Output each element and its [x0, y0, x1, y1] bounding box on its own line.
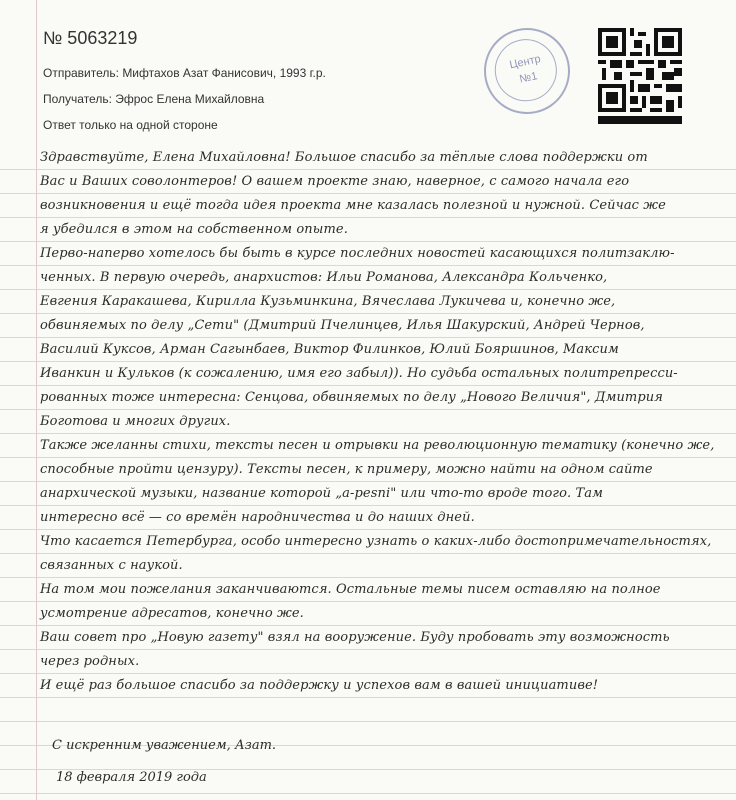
letter-line: На том мои пожелания заканчиваются. Остальные темы писем оставляю на полное [40, 582, 661, 597]
qr-code [598, 28, 682, 124]
closing-signature: С искренним уважением, Азат. [52, 738, 277, 753]
letter-line: Евгения Каракашева, Кирилла Кузьминкина, Вячеслава Лукичева и, конечно же, [40, 294, 616, 309]
letter-line: Иванкин и Кульков (к сожалению, имя его забыл)). Но судьба остальных политрепресси- [40, 366, 678, 381]
letter-line: Боготова и многих других. [40, 414, 231, 429]
letter-line: Василий Куксов, Арман Сагынбаев, Виктор Филинков, Юлий Бояршинов, Максим [40, 342, 619, 357]
document-number: № 5063219 [43, 28, 138, 48]
letter-line: Вас и Ваших соволонтеров! О вашем проекте знаю, наверное, с самого начала его [40, 174, 630, 189]
letter-date: 18 февраля 2019 года [56, 770, 207, 785]
recipient-line: Получатель: Эфрос Елена Михайловна [43, 92, 265, 106]
letter-line: Что касается Петербурга, особо интересно узнать о каких-либо достопримечательностях, [40, 534, 712, 549]
letter-line: Также желанны стихи, тексты песен и отрывки на революционную тематику (конечно же, [40, 438, 715, 453]
letter-line: Ваш совет про „Новую газету" взял на вооружение. Буду пробовать эту возможность [40, 630, 670, 645]
letter-line: ченных. В первую очередь, анархистов: Ильи Романова, Александра Кольченко, [40, 270, 608, 285]
stamp-line-1: Центр [508, 53, 542, 72]
sender-line: Отправитель: Мифтахов Азат Фанисович, 1993 г.р. [43, 66, 326, 80]
letter-line: усмотрение адресатов, конечно же. [40, 606, 304, 621]
letter-line: связанных с наукой. [40, 558, 183, 573]
stamp-line-2: №1 [518, 70, 539, 86]
letter-line: обвиняемых по делу „Сети" (Дмитрий Пчелинцев, Илья Шакурский, Андрей Чернов, [40, 318, 645, 333]
letter-line: я убедился в этом на собственном опыте. [40, 222, 348, 237]
letter-line: интересно всё — со времён народничества и до наших дней. [40, 510, 475, 525]
letter-line: Здравствуйте, Елена Михайловна! Большое спасибо за тёплые слова поддержки от [40, 150, 648, 165]
reply-note: Ответ только на одной стороне [43, 118, 218, 132]
letter-line: анархической музыки, название которой „a-pesni" или что-то вроде того. Там [40, 486, 603, 501]
letter-line: И ещё раз большое спасибо за поддержку и успехов вам в вашей инициативе! [40, 678, 599, 693]
letter-line: через родных. [40, 654, 140, 669]
margin-line [36, 0, 37, 800]
letter-line: возникновения и ещё тогда идея проекта мне казалась полезной и нужной. Сейчас же [40, 198, 666, 213]
letter-line: Перво-наперво хотелось бы быть в курсе последних новостей касающихся политзаклю- [40, 246, 675, 261]
letter-line: рованных тоже интересна: Сенцова, обвиняемых по делу „Нового Величия", Дмитрия [40, 390, 663, 405]
letter-line: способные пройти цензуру). Тексты песен, к примеру, можно найти на одном сайте [40, 462, 653, 477]
